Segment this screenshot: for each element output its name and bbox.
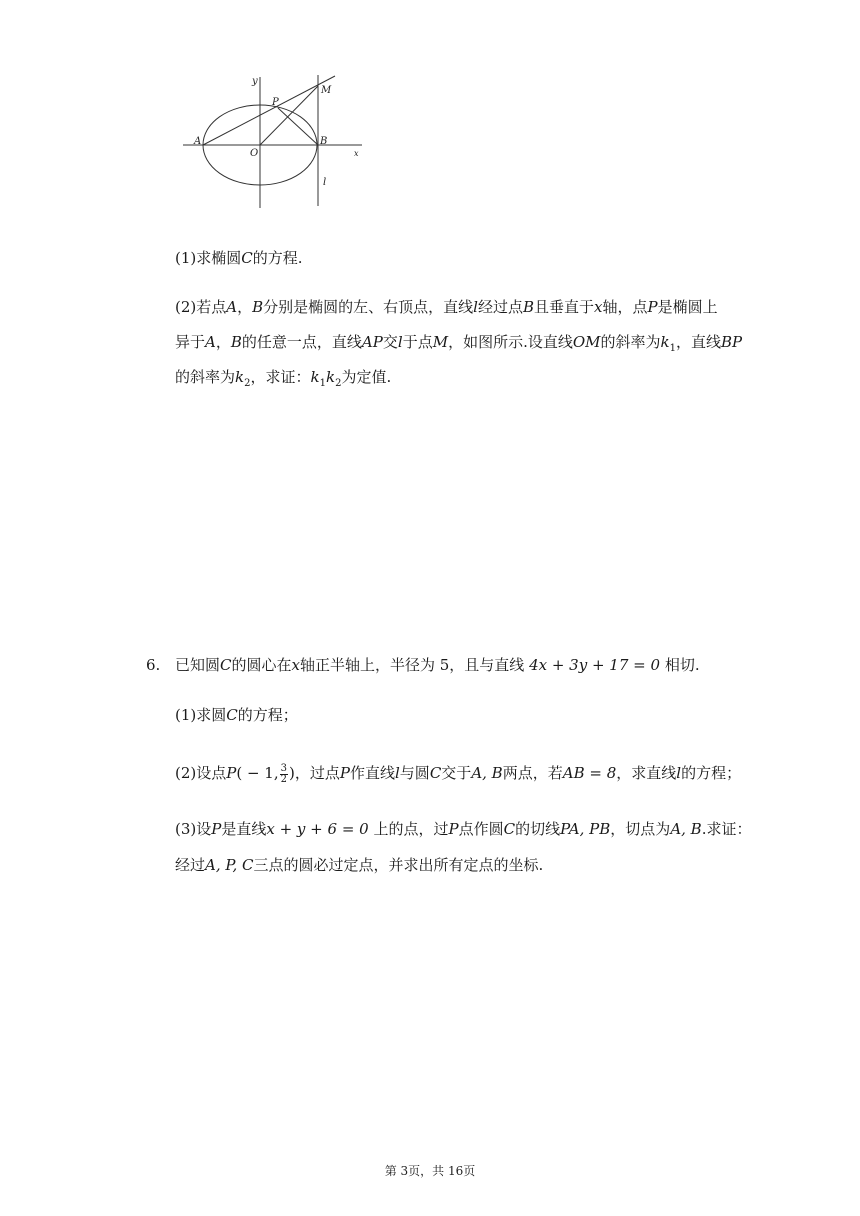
text: 三点的圆必过定点，并求出所有定点的坐标. xyxy=(253,856,544,874)
var-C: C xyxy=(226,706,238,724)
text: 的圆心在 xyxy=(231,656,292,674)
q6-part3-line1 xyxy=(175,819,752,839)
q5-part2-line3 xyxy=(175,367,391,394)
equation: x + y + 6 = 0 xyxy=(266,820,369,838)
text: ，如图所示.设直线 xyxy=(448,333,573,351)
text: 是椭圆上 xyxy=(657,298,718,316)
text: 已知圆 xyxy=(175,656,221,674)
text: 是直线 xyxy=(221,820,267,838)
var-AB: A, B xyxy=(670,820,702,838)
var-x: x xyxy=(291,656,300,674)
label-O: O xyxy=(250,148,259,159)
var-l: l xyxy=(473,298,478,316)
coord-close: ) xyxy=(289,764,295,782)
var-l: l xyxy=(676,764,682,782)
text: 异于 xyxy=(175,333,206,351)
label-x: x xyxy=(354,149,359,158)
line-OM xyxy=(260,86,318,145)
text: 轴，点 xyxy=(602,298,648,316)
fraction xyxy=(280,764,288,785)
text: (2)设点 xyxy=(175,764,227,782)
subscript: 2 xyxy=(244,378,251,389)
var-AP: AP xyxy=(361,333,383,351)
text: 且垂直于 xyxy=(534,298,595,316)
text: ，求直线 xyxy=(616,764,677,782)
text: ，求证： xyxy=(250,368,311,386)
page-footer: 第 3页，共 16页 xyxy=(384,1164,476,1178)
label-M: M xyxy=(321,85,332,96)
text: ，过点 xyxy=(294,764,340,782)
var-P: P xyxy=(448,820,459,838)
var-AB: A, B xyxy=(471,764,503,782)
q5-part2-line1 xyxy=(175,297,718,317)
text: 于点 xyxy=(402,333,433,351)
var-A: A xyxy=(205,333,216,351)
text: 经过 xyxy=(175,856,206,874)
var-A: A xyxy=(226,298,238,316)
text: 上的点，过 xyxy=(368,820,449,838)
q5-part1-prefix: (1)求椭圆 xyxy=(175,249,242,267)
label-l: l xyxy=(323,177,327,188)
fraction-denominator: 2 xyxy=(280,773,287,785)
text: 轴正半轴上，半径为 5，且与直线 xyxy=(299,656,530,674)
q5-part2-line2 xyxy=(175,332,742,359)
text: (3)设 xyxy=(175,820,212,838)
text: .求证： xyxy=(701,820,752,838)
q5-part1 xyxy=(175,248,303,268)
fraction-numerator: 3 xyxy=(280,762,287,774)
subscript: 1 xyxy=(669,343,676,354)
var-C: C xyxy=(503,820,516,838)
q6-stem xyxy=(175,655,700,675)
question-number: 6. xyxy=(146,656,161,674)
text: 点作圆 xyxy=(458,820,504,838)
var-APC: A, P, C xyxy=(205,856,254,874)
var-l: l xyxy=(397,333,403,351)
var-C: C xyxy=(220,656,232,674)
text: 交于 xyxy=(441,764,472,782)
text: 的切线 xyxy=(515,820,561,838)
text: ， xyxy=(237,298,253,316)
text: (2)若点 xyxy=(175,298,227,316)
var-P: P xyxy=(211,820,222,838)
q6-part1 xyxy=(175,705,298,725)
text: 的斜率为 xyxy=(175,368,236,386)
var-k: k xyxy=(310,368,320,386)
text: 为定值. xyxy=(341,368,392,386)
var-P: P xyxy=(339,764,350,782)
text: 经过点 xyxy=(477,298,523,316)
text: 分别是椭圆的左、右顶点，直线 xyxy=(263,298,474,316)
var-P: P xyxy=(647,298,658,316)
var-PA-PB: PA, PB xyxy=(560,820,611,838)
ellipse-diagram xyxy=(178,72,368,212)
var-B: B xyxy=(230,333,242,351)
var-x: x xyxy=(594,298,603,316)
text: ， xyxy=(215,333,231,351)
var-BP: BP xyxy=(721,333,743,351)
text: 作直线 xyxy=(349,764,395,782)
q5-part1-suffix: 的方程. xyxy=(252,249,303,267)
var-k: k xyxy=(235,368,245,386)
text: 相切. xyxy=(660,656,700,674)
text: 交 xyxy=(382,333,398,351)
coord-open: ( − 1, xyxy=(236,764,279,782)
equation: 4x + 3y + 17 = 0 xyxy=(529,656,661,674)
ellipse-figure xyxy=(178,72,368,212)
label-A: A xyxy=(194,136,202,147)
q6-part3-line2 xyxy=(175,855,543,875)
label-B: B xyxy=(320,136,328,147)
var-OM: OM xyxy=(572,333,601,351)
label-P: P xyxy=(272,97,279,108)
text: 的方程； xyxy=(681,764,742,782)
text: 与圆 xyxy=(399,764,430,782)
text: ，切点为 xyxy=(610,820,671,838)
var-k: k xyxy=(325,368,336,386)
line-PB xyxy=(278,108,318,145)
text: 两点，若 xyxy=(502,764,563,782)
var-C: C xyxy=(241,249,253,267)
q6-part2 xyxy=(175,763,741,785)
text: 的任意一点，直线 xyxy=(241,333,362,351)
var-C: C xyxy=(429,764,442,782)
var-B: B xyxy=(522,298,535,316)
subscript: 1 xyxy=(319,378,326,389)
subscript: 2 xyxy=(335,378,342,389)
var-l: l xyxy=(394,764,400,782)
equation: AB = 8 xyxy=(562,764,617,782)
var-B: B xyxy=(252,298,264,316)
text: 的方程； xyxy=(237,706,298,724)
text: ，直线 xyxy=(675,333,721,351)
var-P: P xyxy=(226,764,237,782)
text: 的斜率为 xyxy=(600,333,661,351)
label-y: y xyxy=(252,76,258,87)
var-M: M xyxy=(432,333,449,351)
text: (1)求圆 xyxy=(175,706,227,724)
var-k: k xyxy=(660,333,670,351)
